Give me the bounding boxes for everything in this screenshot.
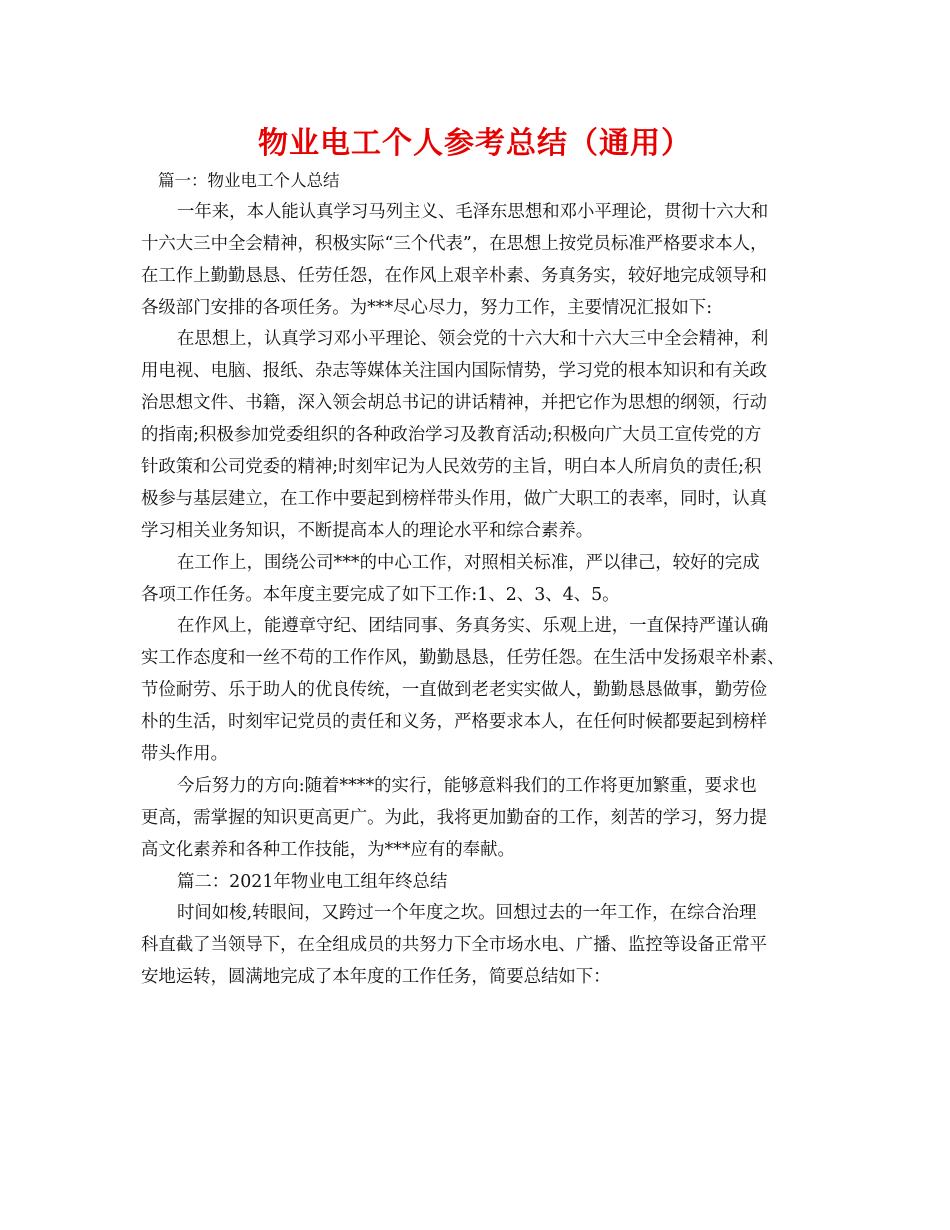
paragraph-line: 时间如梭,转眼间，又跨过一个年度之坎。回想过去的一年工作，在综合治理 xyxy=(177,903,757,924)
paragraph-line: 高文化素养和各种工作技能，为***应有的奉献。 xyxy=(141,839,515,860)
paragraph-line: 在工作上，围绕公司***的中心工作，对照相关标准，严以律己，较好的完成 xyxy=(177,552,760,573)
paragraph-line: 在作风上，能遵章守纪、团结同事、务真务实、乐观上进，一直保持严谨认确 xyxy=(177,616,769,637)
paragraph-line: 朴的生活，时刻牢记党员的责任和义务，严格要求本人，在任何时候都要起到榜样 xyxy=(141,712,768,733)
paragraph-line: 用电视、电脑、报纸、杂志等媒体关注国内国际情势，学习党的根本知识和有关政 xyxy=(141,361,768,382)
paragraph-line: 带头作用。 xyxy=(141,744,228,765)
paragraph-line: 学习相关业务知识，不断提高本人的理论水平和综合素养。 xyxy=(141,520,594,541)
paragraph-line: 极参与基层建立，在工作中要起到榜样带头作用，做广大职工的表率，同时，认真 xyxy=(141,488,768,509)
paragraph-line: 更高，需掌握的知识更高更广。为此，我将更加勤奋的工作，刻苦的学习，努力提 xyxy=(141,807,768,828)
document-title: 物业电工个人参考总结（通用） xyxy=(258,126,692,161)
paragraph-line: 各项工作任务。本年度主要完成了如下工作:1、2、3、4、5。 xyxy=(141,584,620,605)
paragraph-line: 一年来，本人能认真学习马列主义、毛泽东思想和邓小平理论，贯彻十六大和 xyxy=(177,201,769,222)
section-heading: 篇一：物业电工个人总结 xyxy=(158,171,340,190)
paragraph-line: 安地运转，圆满地完成了本年度的工作任务，简要总结如下： xyxy=(141,967,611,988)
section-heading: 篇二：2021年物业电工组年终总结 xyxy=(177,871,448,892)
paragraph-line: 今后努力的方向:随着****的实行，能够意料我们的工作将更加繁重，要求也 xyxy=(177,775,757,796)
paragraph-line: 各级部门安排的各项任务。为***尽心尽力，努力工作，主要情况汇报如下: xyxy=(141,297,713,318)
paragraph-line: 在工作上勤勤恳恳、任劳任怨，在作风上艰辛朴素、务真务实，较好地完成领导和 xyxy=(141,265,768,286)
document-body xyxy=(141,165,811,994)
paragraph-line: 在思想上，认真学习邓小平理论、领会党的十六大和十六大三中全会精神，利 xyxy=(177,329,769,350)
paragraph-line: 的指南;积极参加党委组织的各种政治学习及教育活动;积极向广大员工宣传党的方 xyxy=(141,425,762,446)
paragraph-line: 实工作态度和一丝不苟的工作作风，勤勤恳恳，任劳任怨。在生活中发扬艰辛朴素、 xyxy=(141,648,785,669)
paragraph-line: 节俭耐劳、乐于助人的优良传统，一直做到老老实实做人，勤勤恳恳做事，勤劳俭 xyxy=(141,680,768,701)
paragraph-line: 治思想文件、书籍，深入领会胡总书记的讲话精神，并把它作为思想的纲领，行动 xyxy=(141,393,768,414)
paragraph-line: 科直截了当领导下，在全组成员的共努力下全市场水电、广播、监控等设备正常平 xyxy=(141,935,768,956)
paragraph-line: 十六大三中全会精神，积极实际“三个代表”，在思想上按党员标准严格要求本人， xyxy=(141,233,768,254)
paragraph-line: 针政策和公司党委的精神;时刻牢记为人民效劳的主旨，明白本人所肩负的责任;积 xyxy=(141,457,762,478)
